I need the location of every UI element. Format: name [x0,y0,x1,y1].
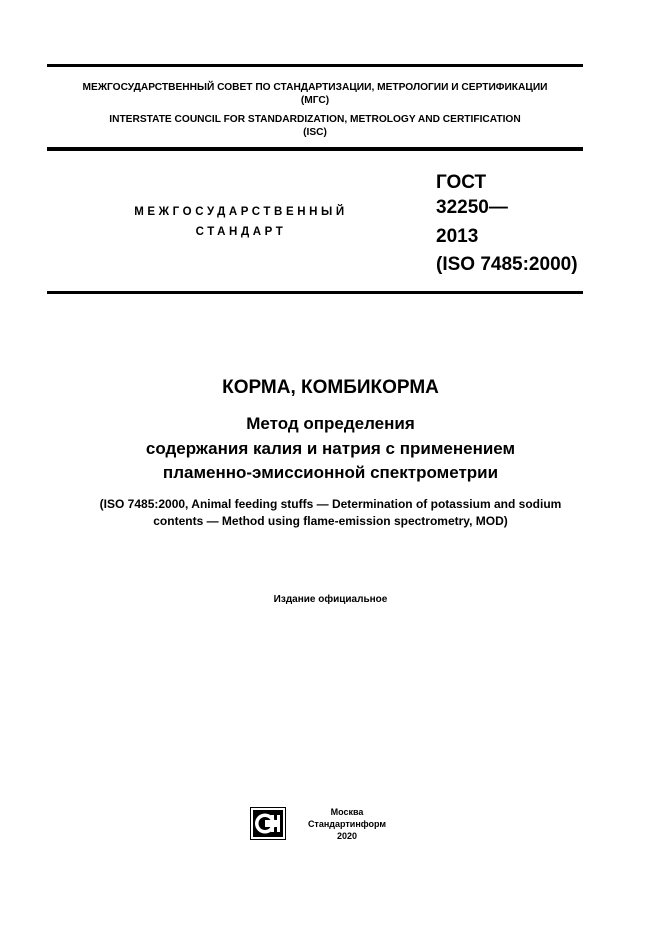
standard-type-line2: СТАНДАРТ [195,226,287,238]
gost-number: 32250— [436,197,508,218]
edition-label: Издание официальное [273,594,388,605]
subtitle-line2: содержания калия и натрия с применением [145,439,516,458]
main-title: КОРМА, КОМБИКОРМА [222,377,439,398]
standard-type-line1: МЕЖГОСУДАРСТВЕННЫЙ [134,206,348,218]
standartinform-logo-icon [250,807,286,840]
gost-year: 2013 [436,226,479,247]
footer-year: 2020 [336,831,358,841]
footer-city: Москва [330,807,364,817]
gost-iso-reference: (ISO 7485:2000) [436,254,578,275]
footer-publisher: Стандартинформ [307,819,387,829]
iso-title-line2: contents — Method using flame-emission spectrometry, MOD) [153,514,508,528]
council-ru-abbr: (МГС) [300,95,330,106]
council-ru: МЕЖГОСУДАРСТВЕННЫЙ СОВЕТ ПО СТАНДАРТИЗАЦИИ, МЕТРОЛОГИИ И СЕРТИФИКАЦИИ [82,82,548,93]
standard-rule [47,291,583,294]
header-rule [47,147,583,151]
top-rule-thin [47,64,583,67]
subtitle-line3: пламенно-эмиссионной спектрометрии [162,463,499,482]
subtitle-line1: Метод определения [246,414,415,433]
iso-title-line1: (ISO 7485:2000, Animal feeding stuffs — Determination of potassium and sodium [99,497,562,511]
council-en-abbr: (ISC) [303,127,327,138]
council-en: INTERSTATE COUNCIL FOR STANDARDIZATION, METROLOGY AND CERTIFICATION [109,114,521,125]
gost-label: ГОСТ [436,172,487,193]
